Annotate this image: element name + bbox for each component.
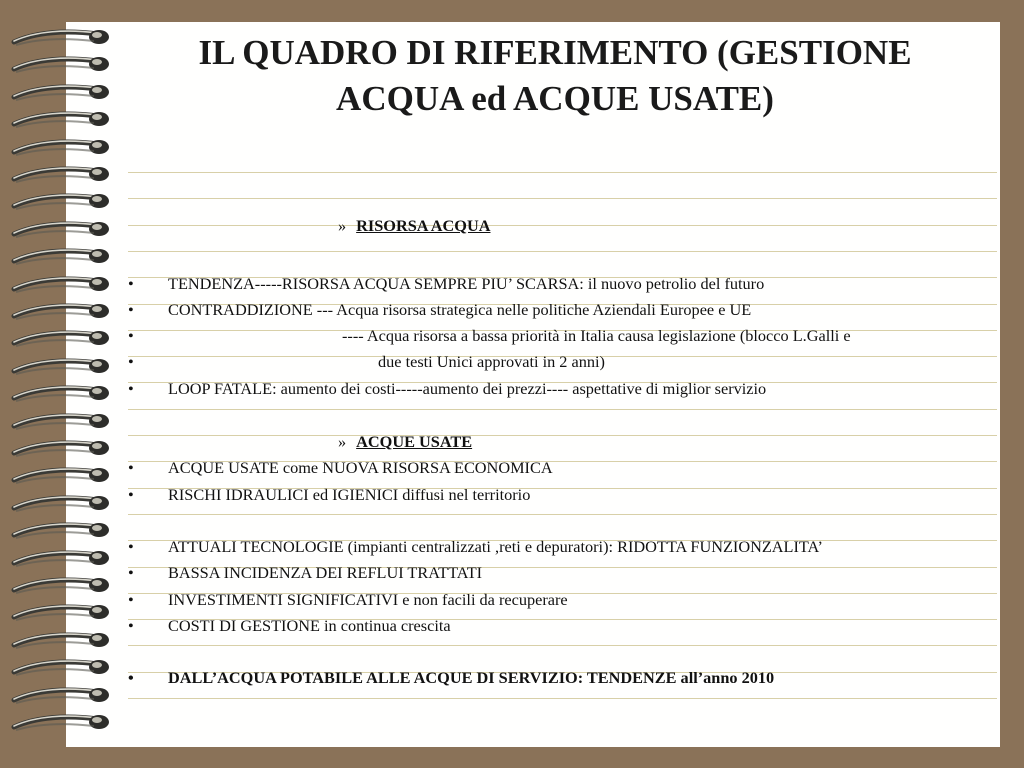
bullet-mark: • [128,590,134,609]
bullet-text: DALL’ACQUA POTABILE ALLE ACQUE DI SERVIZIO: TENDENZE all’anno 2010 [168,668,775,687]
ruled-line [128,514,997,515]
section-marker: » [338,432,347,451]
section-label: ACQUE USATE [356,432,473,451]
bullet-mark: • [128,352,134,371]
bullet-mark: • [128,485,134,504]
spiral-coil-icon [6,684,110,706]
ruled-line [128,251,997,252]
spiral-coil-icon [6,601,110,623]
spiral-coil-icon [6,327,110,349]
bullet-text: ACQUE USATE come NUOVA RISORSA ECONOMICA [168,458,553,477]
spiral-coil-icon [6,410,110,432]
section-heading-acque-usate [338,432,472,452]
spiral-coil-icon [6,437,110,459]
spiral-coil-icon [6,218,110,240]
bullet-mark: • [128,300,134,319]
bullet-text: ATTUALI TECNOLOGIE (impianti centralizzati ,reti e depuratori): RIDOTTA FUNZIONZALITA’ [168,537,823,556]
bullet-mark: • [128,668,134,687]
spiral-coil-icon [6,355,110,377]
bullet-mark: • [128,458,134,477]
spiral-coil-icon [6,711,110,733]
section-heading-risorsa-acqua [338,216,491,236]
title-line-1: IL QUADRO DI RIFERIMENTO (GESTIONE [198,33,912,72]
spiral-coil-icon [6,574,110,596]
spiral-coil-icon [6,519,110,541]
section-marker: » [338,216,347,235]
bullet-mark: • [128,616,134,635]
bullet-text: CONTRADDIZIONE --- Acqua risorsa strategica nelle politiche Aziendali Europee e UE [168,300,752,319]
bullet-text: due testi Unici approvati in 2 anni) [378,352,605,371]
ruled-line [128,698,997,699]
bullet-mark: • [128,537,134,556]
ruled-line [128,198,997,199]
title-line-2: ACQUA ed ACQUE USATE) [336,79,774,118]
slide-title [66,30,1024,122]
ruled-line [128,435,997,436]
bullet-text: COSTI DI GESTIONE in continua crescita [168,616,451,635]
spiral-coil-icon [6,492,110,514]
spiral-coil-icon [6,163,110,185]
bullet-text: LOOP FATALE: aumento dei costi-----aumento dei prezzi---- aspettative di miglior servizio [168,379,767,398]
bullet-mark: • [128,379,134,398]
bullet-text: BASSA INCIDENZA DEI REFLUI TRATTATI [168,563,483,582]
spiral-coil-icon [6,464,110,486]
bullet-text: RISCHI IDRAULICI ed IGIENICI diffusi nel territorio [168,485,531,504]
spiral-coil-icon [6,382,110,404]
ruled-line [128,172,997,173]
ruled-line [128,645,997,646]
ruled-line [128,225,997,226]
section-label: RISORSA ACQUA [356,216,491,235]
ruled-line [128,409,997,410]
spiral-coil-icon [6,629,110,651]
spiral-coil-icon [6,245,110,267]
bullet-text: TENDENZA-----RISORSA ACQUA SEMPRE PIU’ SCARSA: il nuovo petrolio del futuro [168,274,765,293]
spiral-coil-icon [6,300,110,322]
bullet-mark: • [128,563,134,582]
bullet-text: INVESTIMENTI SIGNIFICATIVI e non facili da recuperare [168,590,568,609]
spiral-coil-icon [6,547,110,569]
spiral-coil-icon [6,190,110,212]
bullet-mark: • [128,326,134,345]
spiral-coil-icon [6,656,110,678]
spiral-coil-icon [6,273,110,295]
bullet-mark: • [128,274,134,293]
bullet-text: ---- Acqua risorsa a bassa priorità in Italia causa legislazione (blocco L.Galli e [342,326,851,345]
spiral-coil-icon [6,136,110,158]
